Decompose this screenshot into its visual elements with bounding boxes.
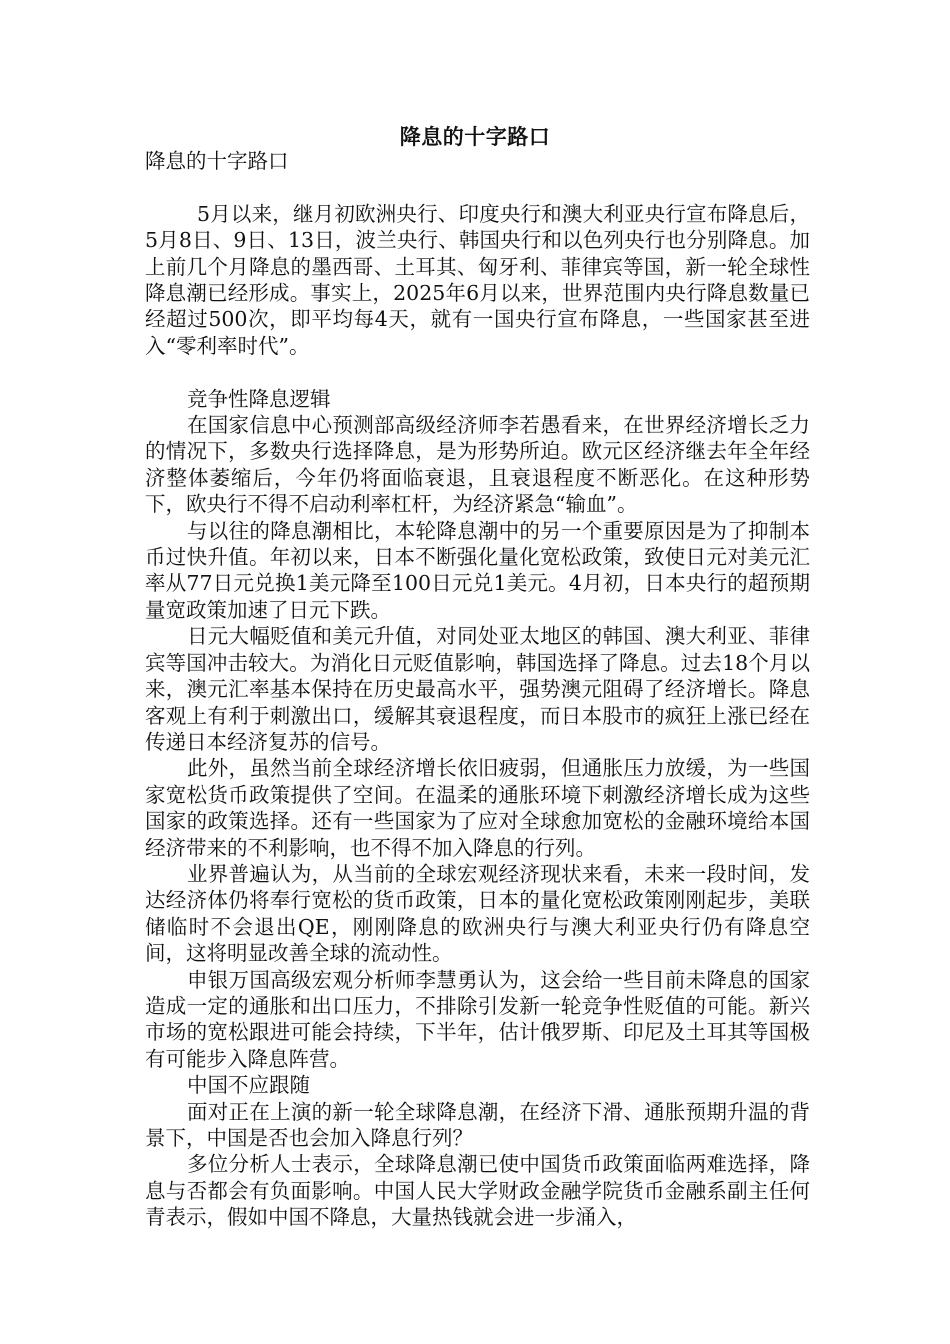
paragraph: 日元大幅贬值和美元升值，对同处亚太地区的韩国、澳大利亚、菲律宾等国冲击较大。为消化日元贬值影响，韩国选择了降息。过去18个月以来，澳元汇率基本保持在历史最高水平，强势澳元阻碍了经济增长。降息客观上有利于刺激出口，缓解其衰退程度，而日本股市的疯狂上涨已经在传递日本经济复苏的信号。 [145,624,810,754]
section-heading: 竞争性降息逻辑 [187,386,331,411]
section-heading: 中国不应跟随 [187,1073,310,1098]
paragraph: 5月以来，继月初欧洲央行、印度央行和澳大利亚央行宣布降息后，5月8日、9日、13日，波兰央行、韩国央行和以色列央行也分别降息。加上前几个月降息的墨西哥、土耳其、匈牙利、菲律宾等国，新一轮全球性降息潮已经形成。事实上，2025年6月以来，世界范围内央行降息数量已经超过500次，即平均每4天，就有一国央行宣布降息，一些国家甚至进入“零利率时代”。 [145,201,810,358]
paragraph: 申银万国高级宏观分析师李慧勇认为，这会给一些目前未降息的国家造成一定的通胀和出口压力，不排除引发新一轮竞争性贬值的可能。新兴市场的宽松跟进可能会持续，下半年，估计俄罗斯、印尼及土耳其等国极有可能步入降息阵营。 [145,967,810,1071]
paragraph: 多位分析人士表示，全球降息潮已使中国货币政策面临两难选择，降息与否都会有负面影响。中国人民大学财政金融学院货币金融系副主任何青表示，假如中国不降息，大量热钱就会进一步涌入， [145,1152,810,1230]
document-body [145,148,810,1231]
paragraph-spacer [145,359,810,385]
paragraph: 此外，虽然当前全球经济增长依旧疲弱，但通胀压力放缓，为一些国家宽松货币政策提供了空间。在温柔的通胀环境下刺激经济增长成为这些国家的政策选择。还有一些国家为了应对全球愈加宽松的金融环境给本国经济带来的不利影响，也不得不加入降息的行列。 [145,756,810,860]
paragraph: 面对正在上演的新一轮全球降息潮，在经济下滑、通胀预期升温的背景下，中国是否也会加入降息行列？ [145,1099,810,1150]
paragraph: 业界普遍认为，从当前的全球宏观经济现状来看，未来一段时间，发达经济体仍将奉行宽松的货币政策，日本的量化宽松政策刚刚起步，美联储临时不会退出QE，刚刚降息的欧洲央行与澳大利亚央行仍有降息空间，这将明显改善全球的流动性。 [145,861,810,966]
document-title: 降息的十字路口 [399,124,551,149]
paragraph-spacer [145,174,810,200]
paragraph: 与以往的降息潮相比，本轮降息潮中的另一个重要原因是为了抑制本币过快升值。年初以来，日本不断强化量化宽松政策，致使日元对美元汇率从77日元兑换1美元降至100日元兑1美元。4月初，日本央行的超预期量宽政策加速了日元下跌。 [145,518,810,622]
paragraph: 在国家信息中心预测部高级经济师李若愚看来，在世界经济增长乏力的情况下，多数央行选择降息，是为形势所迫。欧元区经济继去年全年经济整体萎缩后，今年仍将面临衰退，且衰退程度不断恶化。在这种形势下，欧央行不得不启动利率杠杆，为经济紧急“输血”。 [145,413,810,517]
document-subtitle: 降息的十字路口 [145,149,289,173]
